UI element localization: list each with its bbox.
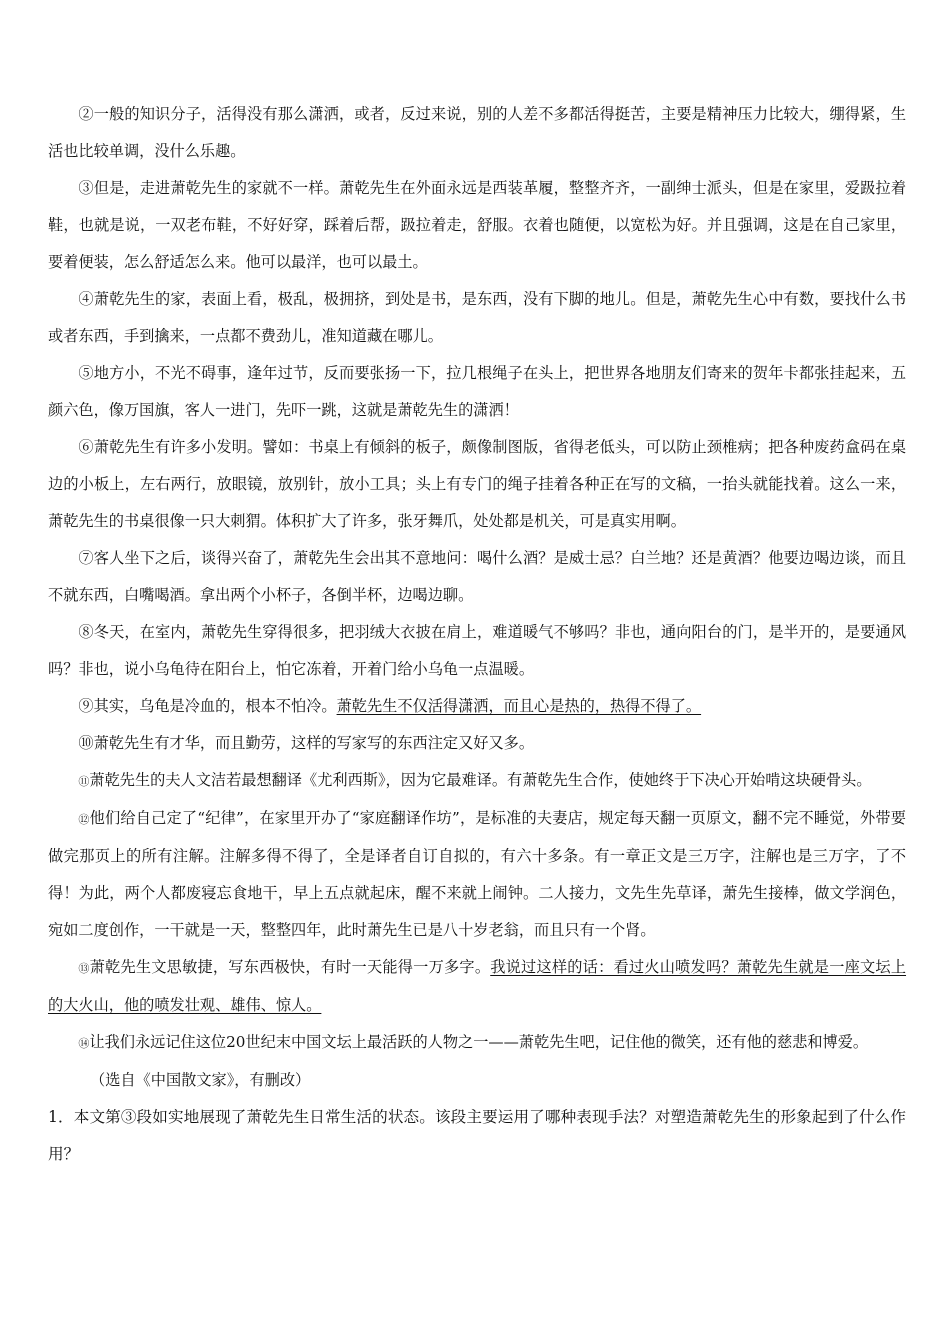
paragraph-5 — [48, 355, 906, 429]
paragraph-text: 他们给自己定了“纪律”，在家里开办了“家庭翻译作坊”，是标准的夫妻店，规定每天翻一页原文，翻不完不睡觉，外带要做完那页上的所有注解。注解多得不得了，全是译者自订自拟的，有六十多条。有一章正文是三万字，注解也是三万字，了不得！为此，两个人都废寝忘食地干，早上五点就起床，醒不来就上闹钟。二人接力，文先生先草译，萧先生接棒，做文学润色，宛如二度创作，一干就是一天，整整四年，此时萧先生已是八十岁老翁，而且只有一个肾。 — [48, 809, 906, 939]
paragraph-text: 萧乾先生有许多小发明。譬如：书桌上有倾斜的板子，颇像制图版，省得老低头，可以防止颈椎病；把各种废药盒码在桌边的小板上，左右两行，放眼镜，放别针，放小工具；头上有专门的绳子挂着各种正在写的文稿，一抬头就能找着。这么一来，萧乾先生的书桌很像一只大刺猬。体积扩大了许多，张牙舞爪，处处都是机关，可是真实用啊。 — [48, 438, 907, 530]
paragraph-7 — [48, 540, 906, 614]
paragraph-text: 客人坐下之后，谈得兴奋了，萧乾先生会出其不意地问：喝什么酒？是威士忌？白兰地？还是黄酒？他要边喝边谈，而且不就东西，白嘴喝酒。拿出两个小杯子，各倒半杯，边喝边聊。 — [48, 549, 907, 604]
paragraph-9 — [48, 688, 906, 725]
paragraph-number: ⑧ — [78, 623, 94, 641]
paragraph-3 — [48, 170, 906, 281]
paragraph-text: 萧乾先生的家，表面上看，极乱，极拥挤，到处是书，是东西，没有下脚的地儿。但是，萧乾先生心中有数，要找什么书或者东西，手到擒来，一点都不费劲儿，准知道藏在哪儿。 — [48, 290, 907, 345]
paragraph-text: 冬天，在室内，萧乾先生穿得很多，把羽绒大衣披在肩上，难道暖气不够吗？非也，通向阳台的门，是半开的，是要通风吗？非也，说小乌龟待在阳台上，怕它冻着，开着门给小乌龟一点温暖。 — [48, 623, 907, 678]
paragraph-text: 萧乾先生有才华，而且勤劳，这样的写家写的东西注定又好又多。 — [93, 734, 535, 752]
paragraph-number: ⑫ — [78, 813, 90, 826]
source-note: （选自《中国散文家》，有删改） — [90, 1071, 311, 1089]
underlined-sentence: 萧乾先生不仅活得潇洒，而且心是热的，热得不得了。 — [336, 697, 702, 715]
paragraph-text: 一般的知识分子，活得没有那么潇洒，或者，反过来说，别的人差不多都活得挺苦，主要是精神压力比较大，绷得紧，生活也比较单调，没什么乐趣。 — [48, 105, 907, 160]
paragraph-12 — [48, 800, 906, 949]
paragraph-text: 其实，乌龟是冷血的，根本不怕冷。 — [93, 697, 337, 715]
paragraph-2 — [48, 96, 906, 170]
paragraph-number: ③ — [78, 179, 94, 197]
paragraph-text: 让我们永远记住这位20世纪末中国文坛上最活跃的人物之一——萧乾先生吧，记住他的微笑，还有他的慈悲和博爱。 — [89, 1033, 869, 1051]
paragraph-text: 地方小，不光不碍事，逢年过节，反而要张扬一下，拉几根绳子在头上，把世界各地朋友们寄来的贺年卡都张挂起来，五颜六色，像万国旗，客人一进门，先吓一跳，这就是萧乾先生的潇洒！ — [48, 364, 907, 419]
paragraph-14 — [48, 1024, 906, 1062]
paragraph-number: ⑥ — [78, 438, 94, 456]
paragraph-text: 萧乾先生文思敏捷，写东西极快，有时一天能得一万多字。 — [89, 958, 491, 976]
paragraph-8 — [48, 614, 906, 688]
paragraph-13 — [48, 949, 906, 1024]
paragraph-number: ⑭ — [78, 1037, 90, 1050]
paragraph-text: 萧乾先生的夫人文洁若最想翻译《尤利西斯》，因为它最难译。有萧乾先生合作，使她终于下决心开始啃这块硬骨头。 — [89, 771, 872, 789]
paragraph-number: ⑤ — [78, 364, 94, 382]
paragraph-text: 但是，走进萧乾先生的家就不一样。萧乾先生在外面永远是西装革履，整整齐齐，一副绅士派头，但是在家里，爱趿拉着鞋，也就是说，一双老布鞋，不好好穿，踩着后帮，趿拉着走，舒服。衣着也随便，以宽松为好。并且强调，这是在自己家里，要着便装，怎么舒适怎么来。他可以最洋，也可以最土。 — [48, 179, 907, 271]
paragraph-number: ④ — [78, 290, 94, 308]
document-page — [48, 96, 906, 1173]
paragraph-number: ② — [78, 105, 94, 123]
paragraph-11 — [48, 762, 906, 800]
paragraph-4 — [48, 281, 906, 355]
paragraph-number: ⑦ — [78, 549, 94, 567]
underlined-sentence: 我说过这样的话：看过火山喷发吗？萧乾先生就是一座文坛上的大火山，他的喷发壮观、雄伟、惊人。 — [48, 958, 907, 1014]
question-1: 1．本文第③段如实地展现了萧乾先生日常生活的状态。该段主要运用了哪种表现手法？对塑造萧乾先生的形象起到了什么作用？ — [48, 1108, 906, 1163]
paragraph-10 — [48, 725, 906, 762]
paragraph-number: ⑪ — [78, 775, 90, 788]
paragraph-number: ⑨ — [78, 697, 94, 715]
paragraph-6 — [48, 429, 906, 540]
paragraph-number: ⑬ — [78, 962, 90, 975]
paragraph-number: ⑩ — [78, 734, 94, 752]
